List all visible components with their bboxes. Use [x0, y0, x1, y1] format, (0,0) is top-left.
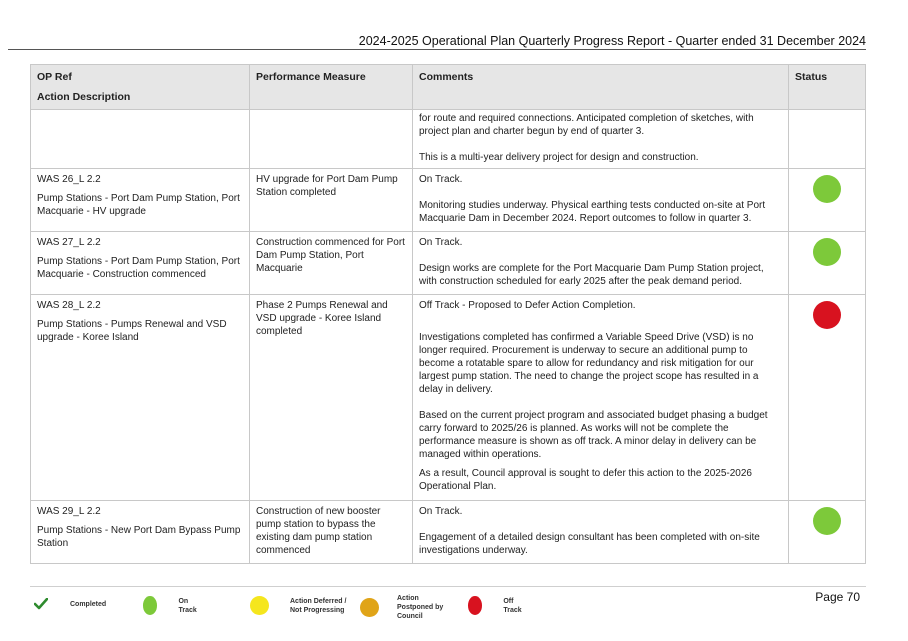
deferred-dot-icon: [250, 596, 269, 615]
op-ref-header: OP Ref: [37, 71, 72, 83]
comment-paragraph: This is a multi-year delivery project for design and construction.: [419, 152, 699, 163]
legend-on-track-label: On Track: [178, 597, 197, 614]
table-row: [31, 232, 866, 295]
status-on-track-icon: [813, 175, 841, 203]
legend-on-track: [143, 596, 201, 615]
ref-cell: [31, 501, 250, 564]
action-description: Pump Stations - Port Dam Pump Station, Port Macquarie - HV upgrade: [37, 193, 240, 217]
status-cell: [789, 110, 866, 169]
off-track-dot-icon: [468, 596, 482, 615]
status-cell: [789, 232, 866, 295]
action-description-header: Action Description: [37, 91, 131, 103]
progress-table: [30, 64, 866, 564]
check-icon: [34, 598, 48, 610]
legend-off-track: [468, 596, 526, 615]
ref-cell: [31, 169, 250, 232]
status-on-track-icon: [813, 238, 841, 266]
comment-paragraph: Based on the current project program and associated budget phasing a budget carry forward to 2025/26 is planned. As works will not be complete the performance measure is shown as off track. A minor delay in delivery can be managed within operations.: [419, 410, 768, 460]
legend-postponed-label: Action Postponed by Council: [397, 595, 444, 620]
comments-cell: [413, 232, 789, 295]
comments-cell: [413, 169, 789, 232]
action-description: Pump Stations - New Port Dam Bypass Pump Station: [37, 525, 241, 549]
performance-measure: HV upgrade for Port Dam Pump Station completed: [250, 169, 413, 232]
status-cell: [789, 295, 866, 501]
legend-off-track-label: Off Track: [503, 597, 522, 614]
comment-paragraph: On Track.: [419, 237, 463, 248]
legend-completed: [34, 598, 106, 610]
performance-measure: Construction of new booster pump station to bypass the existing dam pump station commenced: [250, 501, 413, 564]
ref-cell: [31, 232, 250, 295]
status-cell: [789, 501, 866, 564]
comments-cell: [413, 295, 789, 501]
measure-cell: [250, 110, 413, 169]
footer-divider: [30, 586, 866, 587]
table-row: [31, 295, 866, 501]
action-description: Pump Stations - Port Dam Pump Station, Port Macquarie - Construction commenced: [37, 256, 240, 280]
legend-deferred-label: Action Deferred / Not Progressing: [290, 597, 347, 614]
postponed-dot-icon: [360, 598, 379, 617]
table-header-row: [31, 65, 866, 110]
on-track-dot-icon: [143, 596, 157, 615]
comment-paragraph: Off Track - Proposed to Defer Action Completion.: [419, 300, 636, 311]
comment-paragraph: for route and required connections. Anticipated completion of sketches, with project plan and charter begun by end of quarter 3.: [419, 113, 754, 137]
op-ref: WAS 26_L 2.2: [37, 174, 101, 185]
performance-measure: Construction commenced for Port Dam Pump Station, Port Macquarie: [250, 232, 413, 295]
report-title: 2024-2025 Operational Plan Quarterly Progress Report - Quarter ended 31 December 2024: [358, 34, 866, 48]
op-ref: WAS 27_L 2.2: [37, 237, 101, 248]
comments-cell: [413, 110, 789, 169]
col-header-ref: [31, 65, 250, 110]
col-header-measure: Performance Measure: [250, 65, 413, 110]
comment-paragraph: Monitoring studies underway. Physical earthing tests conducted on-site at Port Macquarie Dam in December 2024. Report outcomes to follow in quarter 3.: [419, 200, 766, 224]
action-description: Pump Stations - Pumps Renewal and VSD upgrade - Koree Island: [37, 319, 227, 343]
page-number: Page 70: [815, 590, 860, 604]
table-row: [31, 169, 866, 232]
comment-paragraph: Design works are complete for the Port Macquarie Dam Pump Station project, with construction scheduled for early 2025 after the peak demand period.: [419, 263, 764, 287]
comment-paragraph: As a result, Council approval is sought to defer this action to the 2025-2026 Operational Plan.: [419, 468, 752, 492]
table-row: [31, 501, 866, 564]
legend-completed-label: Completed: [70, 600, 107, 608]
table-row-continuation: [31, 110, 866, 169]
header-divider: [8, 49, 866, 50]
comment-paragraph: On Track.: [419, 506, 463, 517]
ref-cell: [31, 295, 250, 501]
op-ref: WAS 29_L 2.2: [37, 506, 101, 517]
legend-deferred: [250, 596, 354, 615]
col-header-comments: Comments: [413, 65, 789, 110]
ref-cell: [31, 110, 250, 169]
status-on-track-icon: [813, 507, 841, 535]
legend-postponed: [360, 594, 453, 621]
col-header-status: Status: [789, 65, 866, 110]
comment-paragraph: Engagement of a detailed design consultant has been completed with on-site investigations underway.: [419, 532, 760, 556]
op-ref: WAS 28_L 2.2: [37, 300, 101, 311]
comment-paragraph: On Track.: [419, 174, 463, 185]
status-cell: [789, 169, 866, 232]
comment-paragraph: Investigations completed has confirmed a Variable Speed Drive (VSD) is no longer required. Procurement is underway to secure an additional pump to become a rotatable spare to allow for redundancy and risk mitigation for our largest pump station. The need to change the project scope has resulted in a delay in delivery.: [419, 332, 759, 395]
performance-measure: Phase 2 Pumps Renewal and VSD upgrade - Koree Island completed: [250, 295, 413, 501]
comments-cell: [413, 501, 789, 564]
status-off-track-icon: [813, 301, 841, 329]
